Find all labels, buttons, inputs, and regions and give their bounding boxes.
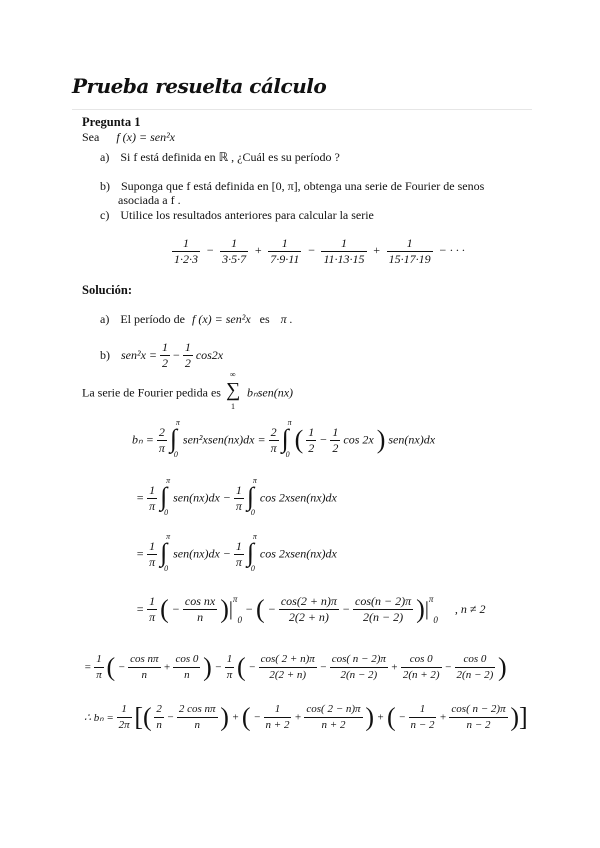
title-divider: [72, 109, 532, 110]
solution-a-label: a): [100, 312, 110, 326]
series-sign-2: −: [206, 243, 215, 258]
question-heading: Pregunta 1: [82, 115, 141, 129]
solution-part-b: b) sen²x = $\frac{1}{2}$ − $\frac{1}{2}$ cos2x: [100, 340, 224, 370]
series-sign-3: +: [254, 243, 263, 258]
part-b-text: Suponga que f está definida en [0, π], obtenga una serie de Fourier de senos: [121, 179, 485, 193]
series-term-4: $\frac{1}{11\cdot 13\cdot 15}$: [323, 236, 365, 266]
part-b-text-continued: asociada a f .: [118, 193, 181, 207]
series-expression: [172, 236, 465, 267]
solution-part-a: [100, 312, 293, 327]
sea-label: Sea: [82, 130, 100, 144]
question-part-c: [100, 208, 374, 223]
solution-a-es: es: [259, 312, 270, 326]
part-a-text: Si f está definida en ℝ , ¿Cuál es su período ?: [120, 150, 340, 164]
series-term-1: $\frac{1}{1\cdot 2\cdot 3}$: [174, 236, 198, 266]
series-ellipsis: − · · ·: [438, 243, 465, 258]
question-intro: [82, 130, 175, 145]
part-b-label: b): [100, 179, 110, 193]
question-part-b: [100, 179, 484, 194]
question-part-a: [100, 150, 340, 165]
part-a-label: a): [100, 150, 110, 164]
solution-a-expression: f (x) = sen²x: [191, 312, 251, 326]
fourier-text: La serie de Fourier pedida es: [82, 385, 221, 400]
summation-term: bₙsen(nx): [246, 385, 294, 400]
solution-b-cos: cos2x: [195, 348, 224, 362]
solution-b-half-2: $\frac{1}{2}$: [184, 340, 191, 370]
solution-b-label: b): [100, 348, 110, 362]
solution-heading: Solución:: [82, 283, 133, 297]
solution-a-text: El período de: [120, 312, 185, 326]
series-term-5: $\frac{1}{15\cdot 17\cdot 19}$: [388, 236, 431, 266]
summation-symbol: ∞ ∑ 1: [225, 370, 241, 411]
series-term-3: $\frac{1}{7\cdot 9\cdot 11}$: [270, 236, 300, 266]
solution-a-period: π .: [280, 312, 293, 326]
function-definition: f (x) = sen²x: [116, 130, 175, 144]
equation-step-5: = $\frac{1}{\pi}$ ( − $\frac{\text{cos nπ}}{n}$ + $\frac{\cos 0}{n}$ ) − $\frac{1}{\pi}$ ( − $\frac{\cos( 2 + n)\pi}{2(2 + n)}$ − $\frac{\cos( n - 2)\pi}{2(n - 2)}$ + $\frac{\cos 0}{2(n + 2)}$ − $\frac{\cos 0}{2(n - 2)}$ ): [84, 652, 507, 682]
series-sign-5: +: [372, 243, 381, 258]
part-c-text: Utilice los resultados anteriores para calcular la serie: [120, 208, 374, 222]
equation-bn-result: ∴ bₙ = $\frac{1}{2\pi}$ [( $\frac{2}{n}$ − $\frac{\text{2 cos nπ}}{n}$ ) + ( − $\frac{1}{n + 2}$ + $\frac{\cos( 2 - n)\pi}{n + 2}$ ) + ( − $\frac{1}{n - 2}$ + $\frac{\cos( n - 2)\pi}{n - 2}$ )]: [84, 702, 528, 732]
equation-step-4: = $\frac{1}{\pi}$ ( − $\frac{\text{cos nx}}{n}$ )$|^\pi 0$ − ( − $\frac{\cos(2 + n)\pi}{2(2 + n)}$ − $\frac{\cos(n - 2)\pi}{2(n - 2)}$ )$|^\pi 0$ , n ≠ 2: [136, 594, 486, 625]
series-sign-4: −: [307, 243, 316, 258]
part-c-label: c): [100, 208, 110, 222]
series-term-2: $\frac{1}{3\cdot 5\cdot 7}$: [222, 236, 247, 266]
solution-b-lhs: sen²x =: [121, 348, 158, 362]
document-title: Prueba resuelta cálculo: [72, 74, 327, 98]
equation-bn-definition: bₙ = $\frac{2}{\pi}$ ∫ π 0 sen²xsen(nx)dx = $\frac{2}{\pi}$ ∫ π 0 ( $\frac{1}{2}$ − $\frac{1}{2}$ cos 2x ) sen(nx)dx: [132, 418, 436, 459]
fourier-series-line: [82, 370, 294, 411]
equation-step-2: = $\frac{1}{\pi}$ ∫ π 0 sen(nx)dx − $\frac{1}{\pi}$ ∫ π 0 cos 2xsen(nx)dx: [136, 476, 337, 517]
solution-b-half-1: $\frac{1}{2}$: [162, 340, 169, 370]
equation-step-3: = $\frac{1}{\pi}$ ∫ π 0 sen(nx)dx − $\frac{1}{\pi}$ ∫ π 0 cos 2xsen(nx)dx: [136, 532, 337, 573]
